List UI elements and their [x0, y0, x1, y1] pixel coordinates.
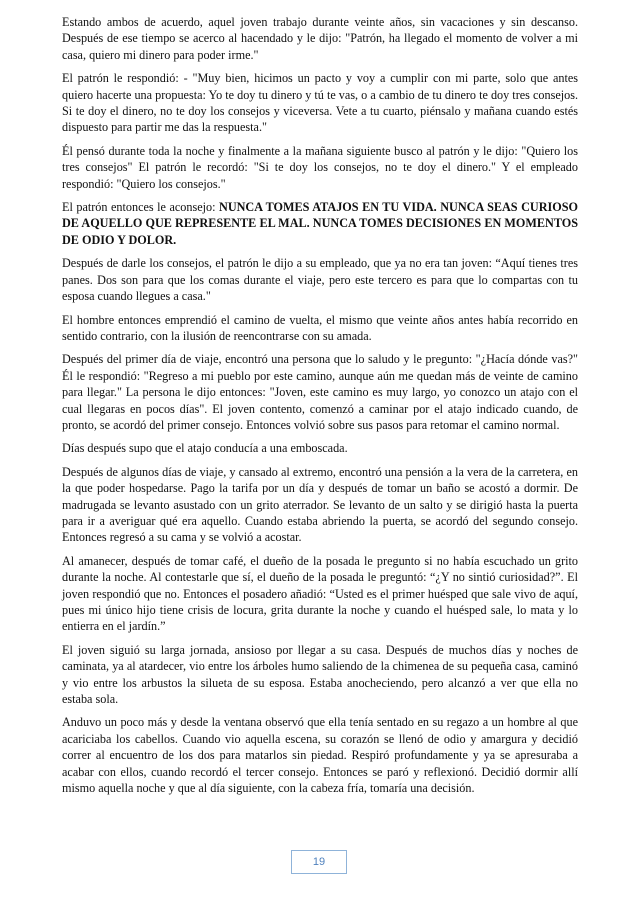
document-body	[62, 14, 578, 803]
paragraph-advice	[62, 199, 578, 248]
page-number: 19	[291, 850, 347, 874]
paragraph-ambush: Días después supo que el atajo conducía a una emboscada.	[62, 441, 348, 456]
paragraph-decision: Él pensó durante toda la noche y finalmente a la mañana siguiente busco al patrón y le dijo: "Quiero los tres consejos" El patrón le recordó: "Si te doy los consejos, no te doy el dinero." Y el empleado respondió: "Quiero los consejos."	[62, 143, 578, 191]
advice-lead: El patrón entonces le aconsejo:	[62, 200, 220, 215]
paragraph-shortcut: Después del primer día de viaje, encontró una persona que lo saludo y le pregunto: "¿Hacía dónde vas?" Él le respondió: "Regreso a mi pueblo por este camino, aunque aún me quedan más de veinte de camino para llegar." La persona le dijo entonces: "Joven, este camino es muy largo, yo conozco un atajo con el cual llegaras en pocos días". El joven contento, comenzó a caminar por el atajo indicado cuando, de pronto, se acordó del primer consejo. Entonces volvió sobre sus pasos para retomar el camino normal.	[62, 352, 578, 432]
paragraph-inn: Después de algunos días de viaje, y cansado al extremo, encontró una pensión a la vera de la carretera, en la que poder hospedarse. Pago la tarifa por un día y después de tomar un baño se acostó a dormir. De madrugada se levanto asustado con un grito aterrador. Se levanto de un salto y se dirigió hasta la puerta para ir a averiguar qué era aquello. Cuando estaba abriendo la puerta, se acordó del segundo consejo. Entonces regresó a su cama y se volvió a acostar.	[62, 464, 578, 545]
paragraph-journey: El hombre entonces emprendió el camino de vuelta, el mismo que veinte años antes había recorrido en sentido contrario, con la ilusión de reencontrarse con su amada.	[62, 312, 578, 343]
advice-text: NUNCA TOMES ATAJOS EN TU VIDA. NUNCA SEAS CURIOSO DE AQUELLO QUE REPRESENTE EL MAL. NUNCA TOMES DECISIONES EN MOMENTOS DE ODIO Y DOLOR.	[62, 200, 578, 247]
paragraph-window: Anduvo un poco más y desde la ventana observó que ella tenía sentado en su regazo a un hombre al que acariciaba los cabellos. Cuando vio aquella escena, su corazón se llenó de odio y amargura y decidió correr al encuentro de los dos para matarlos sin piedad. Respiró profundamente y ya se apresuraba a acabar con ellos, cuando recordó el tercer consejo. Entonces se paró y reflexionó. Decidió dormir allí mismo aquella noche y que al día siguiente, con la cabeza fría, tomaría una decisión.	[62, 715, 578, 796]
paragraph-morning: Al amanecer, después de tomar café, el dueño de la posada le pregunto si no había escuchado un grito durante la noche. Al contestarle que sí, el dueño de la posada le preguntó: “¿Y no sintió curiosidad?”. El joven respondió que no. Entonces el posadero añadió: “Usted es el primer huésped que sale vivo de aquí, pues mi único hijo tiene crisis de locura, grita durante la noche y cuando el huésped sale, lo mata y lo entierra en el jardín.”	[62, 553, 578, 634]
paragraph-homecoming: El joven siguió su larga jornada, ansioso por llegar a su casa. Después de muchos días y noches de caminata, ya al atardecer, vio entre los árboles humo saliendo de la chimenea de su pequeña casa, caminó y vio entre los arbustos la silueta de su esposa. Estaba anocheciendo, pero alcanzó a ver que ella no estaba sola.	[62, 642, 578, 707]
paragraph-proposal: El patrón le respondió: - "Muy bien, hicimos un pacto y voy a cumplir con mi parte, solo que antes quiero hacerte una propuesta: Yo te doy tu dinero y tú te vas, o a cambio de tu dinero te doy tres consejos. Si te doy el dinero, no te doy los consejos y viceversa. Vete a tu cuarto, piénsalo y mañana cuando estés dispuesto para partir me das la respuesta."	[62, 71, 578, 135]
paragraph-breads: Después de darle los consejos, el patrón le dijo a su empleado, que ya no era tan joven: “Aquí tienes tres panes. Dos son para que los comas durante el viaje, pero este tercero es para que lo compartas con tu esposa cuando llegues a casa."	[62, 256, 578, 304]
paragraph-agreement: Estando ambos de acuerdo, aquel joven trabajo durante veinte años, sin vacaciones y sin descanso. Después de ese tiempo se acerco al hacendado y le dijo: "Patrón, ha llegado el momento de volver a mi casa, quiero mi dinero para poder irme."	[62, 15, 578, 62]
